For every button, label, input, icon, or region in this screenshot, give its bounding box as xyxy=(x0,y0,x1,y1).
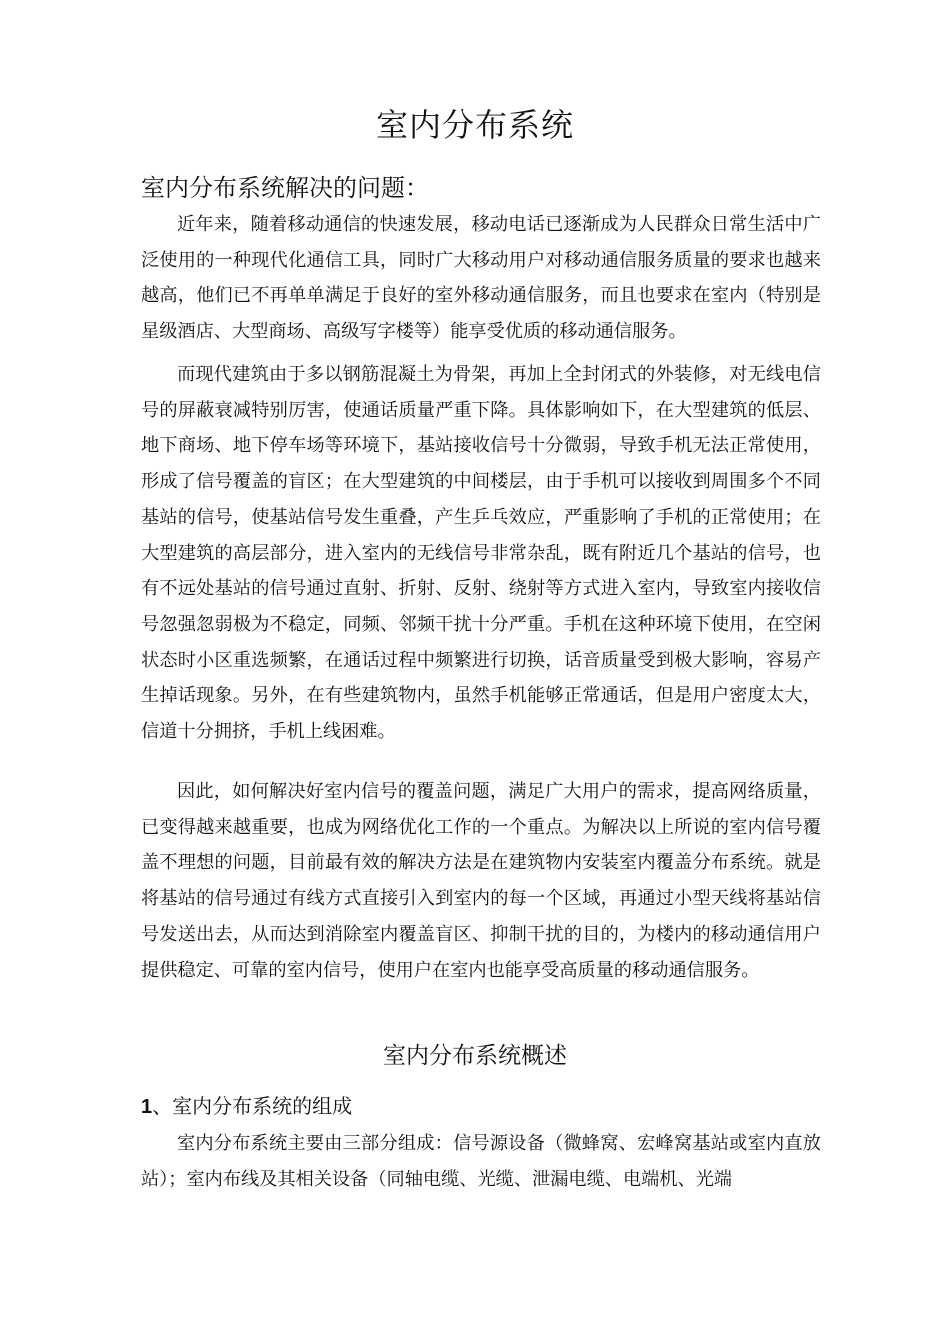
paragraph-solution: 因此，如何解决好室内信号的覆盖问题，满足广大用户的需求，提高网络质量，已变得越来越重要，也成为网络优化工作的一个重点。为解决以上所说的室内信号覆盖不理想的问题，目前最有效的解决方法是在建筑物内安装室内覆盖分布系统。就是将基站的信号通过有线方式直接引入到室内的每一个区域，再通过小型天线将基站信号发送出去，从而达到消除室内覆盖盲区、抑制干扰的目的，为楼内的移动通信用户提供稳定、可靠的室内信号，使用户在室内也能享受高质量的移动通信服务。 xyxy=(141,781,821,981)
section-heading-problems: 室内分布系统解决的问题： xyxy=(141,174,429,202)
document-title: 室内分布系统 xyxy=(375,106,574,144)
paragraph-intro: 近年来，随着移动通信的快速发展，移动电话已逐渐成为人民群众日常生活中广泛使用的一种现代化通信工具，同时广大移动用户对移动通信服务质量的要求也越来越高，他们已不再单单满足于良好的室外移动通信服务，而且也要求在室内（特别是星级酒店、大型商场、高级写字楼等）能享受优质的移动通信服务。 xyxy=(141,214,821,343)
subsection-heading-composition xyxy=(141,1090,352,1119)
subsection-title: 、室内分布系统的组成 xyxy=(152,1094,353,1118)
section-heading-overview: 室内分布系统概述 xyxy=(383,1043,567,1069)
subsection-number: 1 xyxy=(141,1096,153,1118)
paragraph-composition: 室内分布系统主要由三部分组成：信号源设备（微蜂窝、宏峰窝基站或室内直放站）；室内布线及其相关设备（同轴电缆、光缆、泄漏电缆、电端机、光端 xyxy=(141,1133,821,1190)
paragraph-building-effects: 而现代建筑由于多以钢筋混凝土为骨架，再加上全封闭式的外装修，对无线电信号的屏蔽衰减特别厉害，使通话质量严重下降。具体影响如下，在大型建筑的低层、地下商场、地下停车场等环境下，基站接收信号十分微弱，导致手机无法正常使用，形成了信号覆盖的盲区；在大型建筑的中间楼层，由于手机可以接收到周围多个不同基站的信号，使基站信号发生重叠，产生乒乓效应，严重影响了手机的正常使用；在大型建筑的高层部分，进入室内的无线信号非常杂乱，既有附近几个基站的信号，也有不远处基站的信号通过直射、折射、反射、绕射等方式进入室内，导致室内接收信号忽强忽弱极为不稳定，同频、邻频干扰十分严重。手机在这种环境下使用，在空闲状态时小区重选频繁，在通话过程中频繁进行切换，话音质量受到极大影响，容易产生掉话现象。另外，在有些建筑物内，虽然手机能够正常通话，但是用户密度太大，信道十分拥挤，手机上线困难。 xyxy=(141,364,821,743)
